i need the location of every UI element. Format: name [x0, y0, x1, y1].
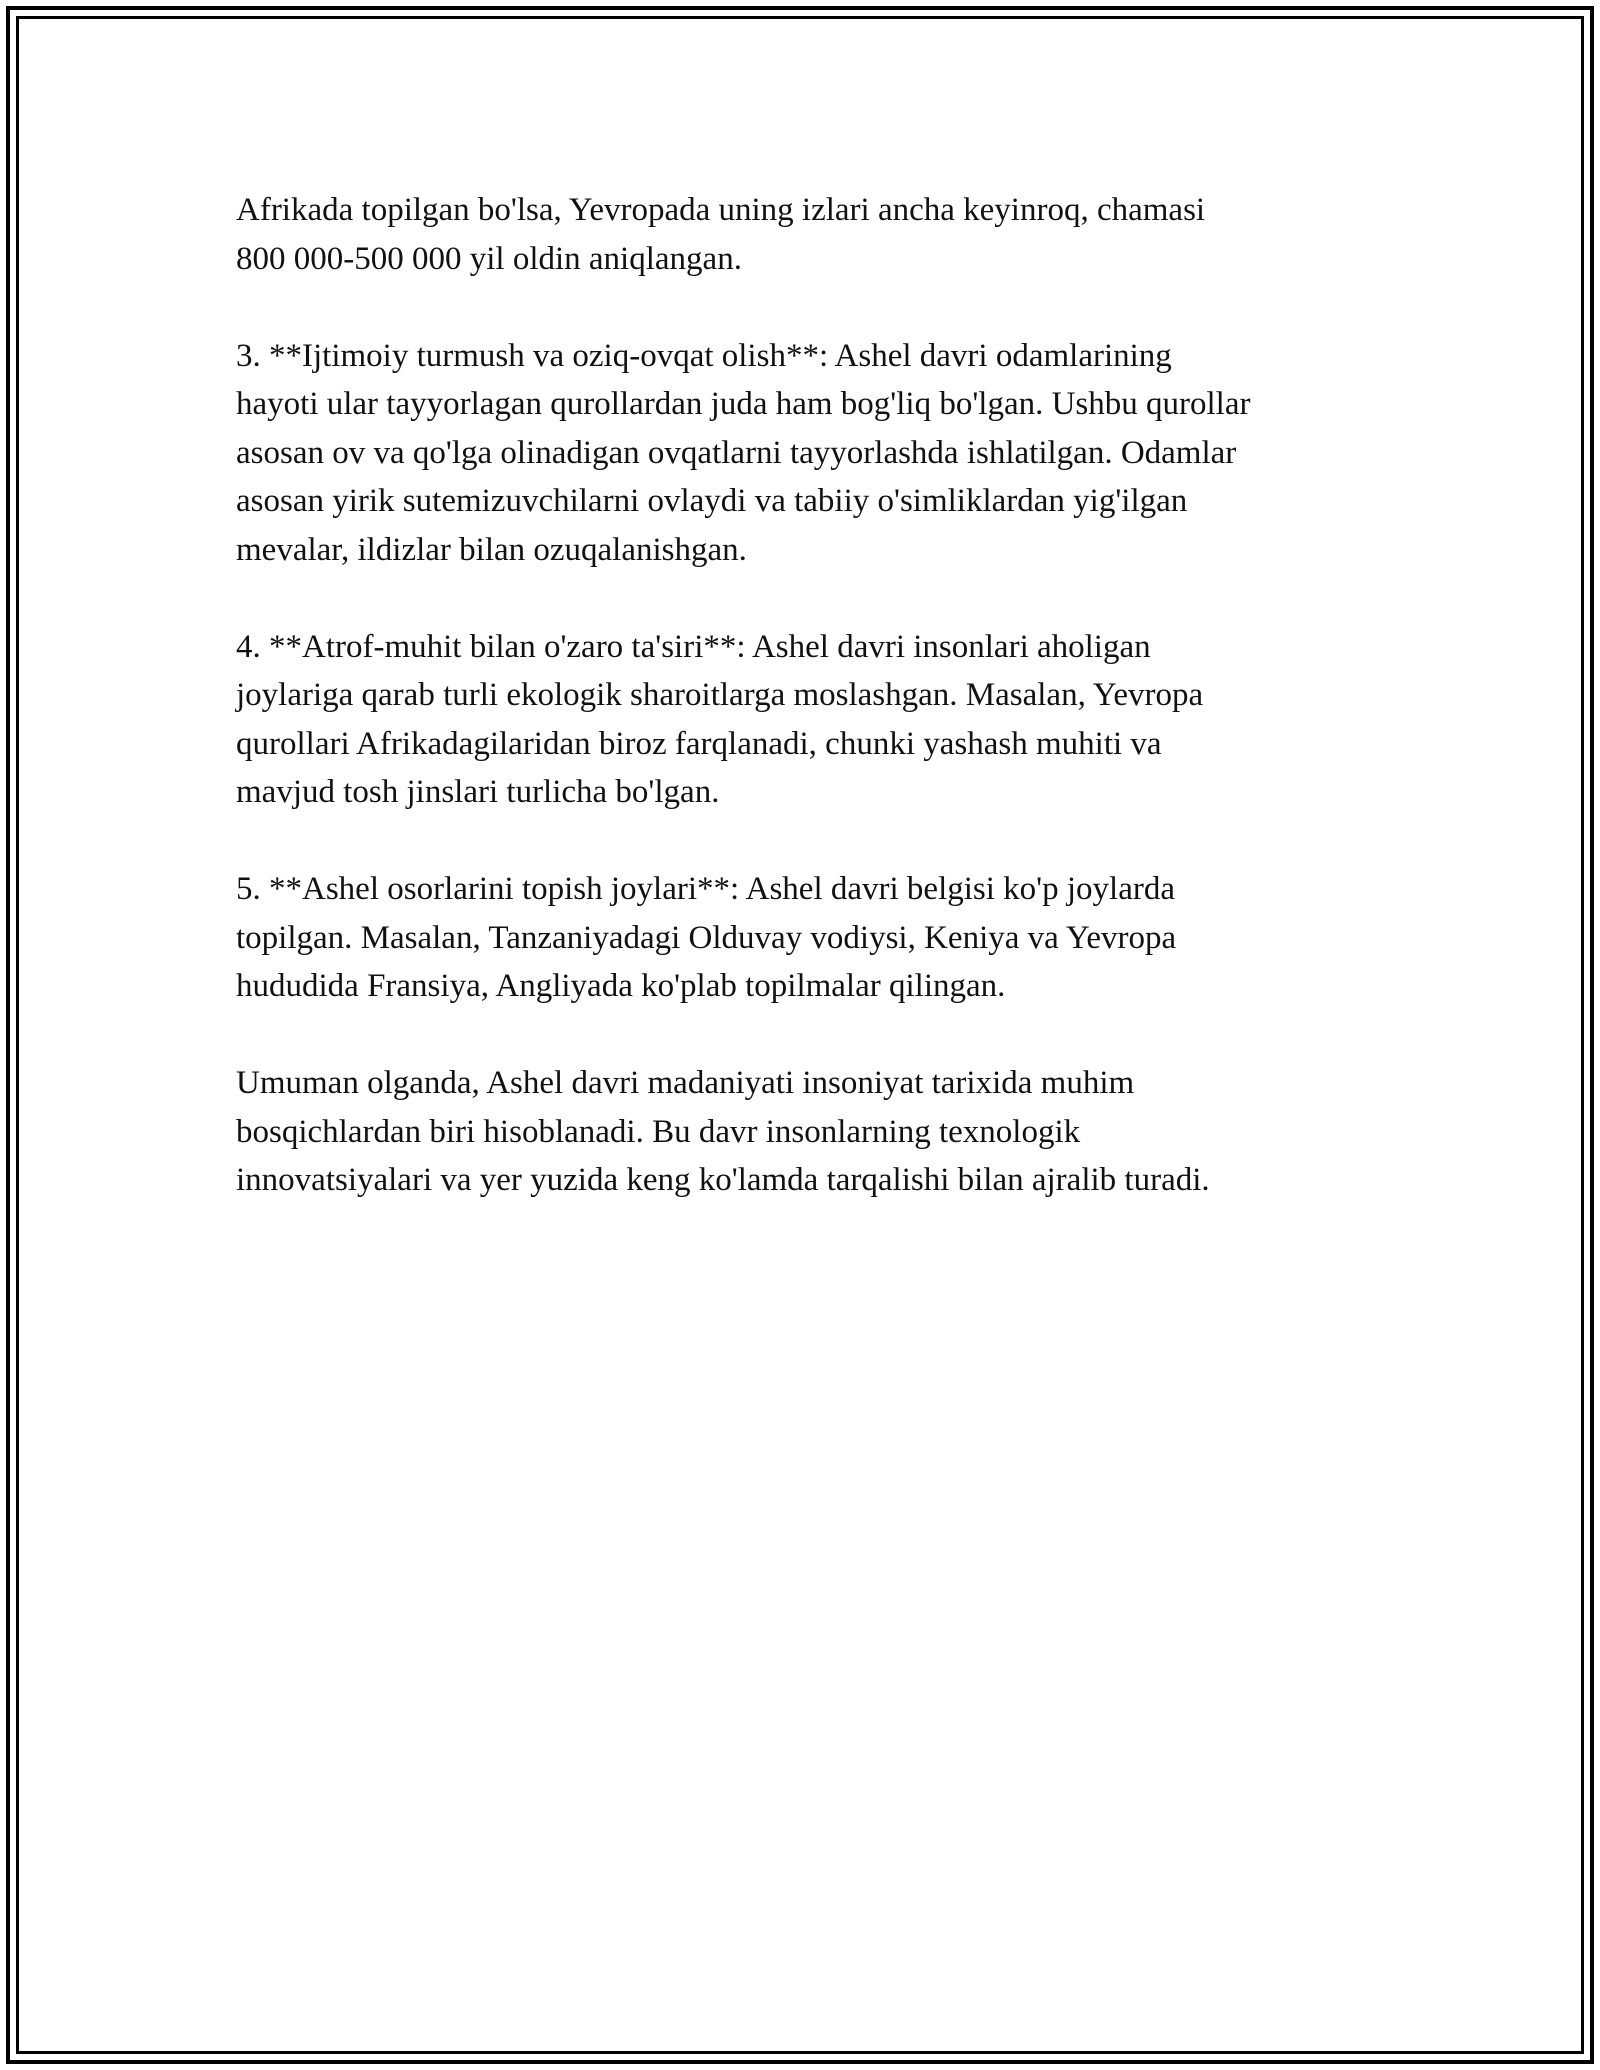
paragraph-item-5: 5. **Ashel osorlarini topish joylari**: Ashel davri belgisi ko'p joylarda topilgan. Masalan, Tanzaniyadagi Olduvay vodiysi, Keniya va Yevropa hududida Fransiya, Angliyada ko'plab topilmalar qilingan. — [236, 871, 1177, 1004]
paragraph-item-4: 4. **Atrof-muhit bilan o'zaro ta'siri**: Ashel davri insonlari aholigan joylariga qarab turli ekologik sharoitlarga moslashgan. Masalan, Yevropa qurollari Afrikadagilaridan biroz farqlanadi, chunki yashash muhiti va mavjud tosh jinslari turlicha bo'lgan. — [236, 628, 1204, 810]
document-body — [236, 186, 1396, 1253]
paragraph-item-3: 3. **Ijtimoiy turmush va oziq-ovqat olish**: Ashel davri odamlarining hayoti ular tayyorlagan qurollardan juda ham bog'liq bo'lgan. Ushbu qurollar asosan ov va qo'lga olinadigan ovqatlarni tayyorlashda ishlatilgan. Odamlar asosan yirik sutemizuvchilarni ovlaydi va tabiiy o'simliklardan yig'ilgan mevalar, ildizlar bilan ozuqalanishgan. — [236, 337, 1251, 568]
paragraph-continuation: Afrikada topilgan bo'lsa, Yevropada uning izlari ancha keyinroq, chamasi 800 000-500 000 yil oldin aniqlangan. — [236, 192, 1206, 277]
paragraph-conclusion: Umuman olganda, Ashel davri madaniyati insoniyat tarixida muhim bosqichlardan biri hisoblanadi. Bu davr insonlarning texnologik innovatsiyalari va yer yuzida keng ko'lamda tarqalishi bilan ajralib turadi. — [236, 1065, 1210, 1198]
